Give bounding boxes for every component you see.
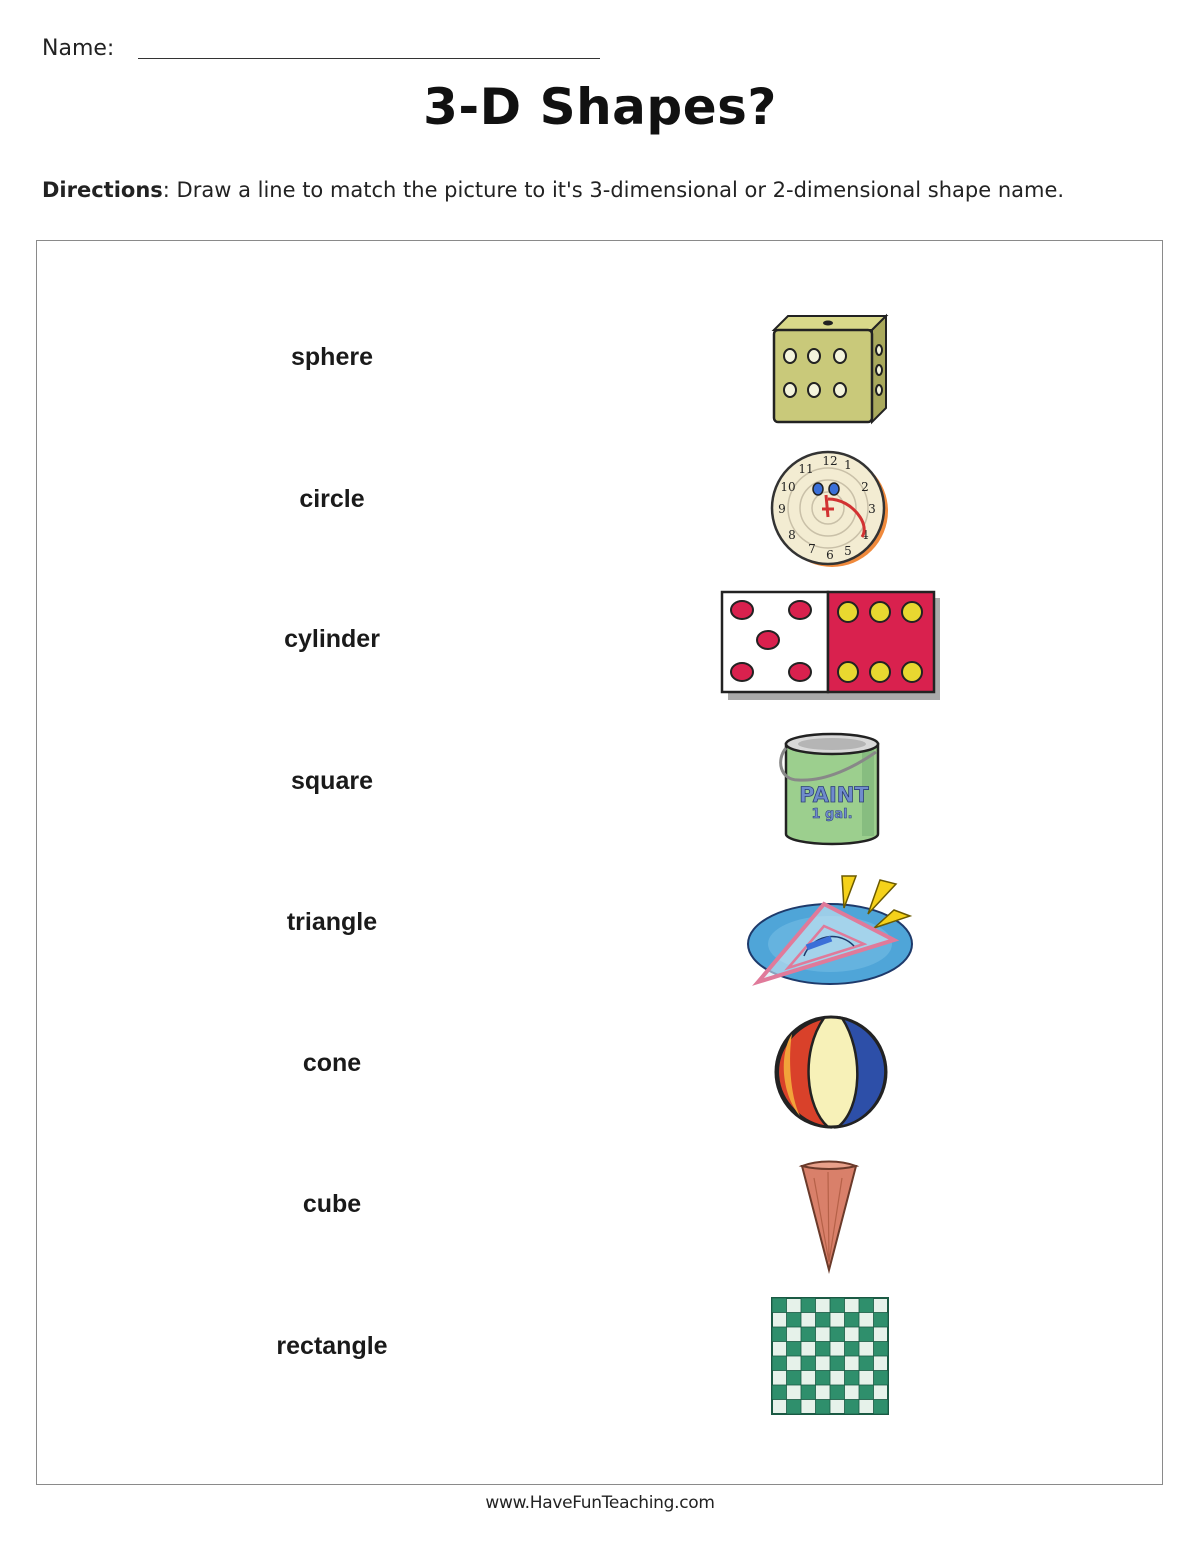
word-cube: cube <box>302 1190 362 1218</box>
name-label: Name: <box>42 36 115 61</box>
directions-label: Directions <box>42 178 163 202</box>
svg-text:5: 5 <box>844 544 852 558</box>
svg-text:3: 3 <box>868 502 876 516</box>
name-write-line[interactable] <box>138 58 600 59</box>
worksheet-title: 3-D Shapes? <box>423 78 777 136</box>
svg-text:11: 11 <box>798 462 814 476</box>
domino-rectangle-picture <box>718 588 944 704</box>
word-triangle: triangle <box>286 908 378 936</box>
drafting-triangle-picture <box>744 870 916 990</box>
svg-text:8: 8 <box>788 528 796 542</box>
paint-can-cylinder-picture <box>776 730 888 852</box>
dice-cube-picture <box>768 310 892 428</box>
svg-text:9: 9 <box>778 502 786 516</box>
svg-text:12: 12 <box>822 454 838 468</box>
checkerboard-square-picture <box>770 1296 890 1416</box>
word-sphere: sphere <box>291 343 373 371</box>
clock-circle-picture <box>768 447 892 571</box>
svg-text:2: 2 <box>861 480 869 494</box>
svg-text:1: 1 <box>844 458 852 472</box>
ice-cream-cone-picture <box>798 1158 860 1274</box>
directions-text: : Draw a line to match the picture to it's 3-dimensional or 2-dimensional shape name. <box>162 178 1065 202</box>
svg-text:10: 10 <box>780 480 796 494</box>
beach-ball-sphere-picture <box>772 1012 890 1132</box>
word-cone: cone <box>302 1049 362 1077</box>
footer-url: www.HaveFunTeaching.com <box>485 1493 715 1513</box>
paint-size-text: 1 gal. <box>811 807 853 822</box>
paint-label-text: PAINT <box>799 783 869 807</box>
word-circle: circle <box>299 485 365 513</box>
svg-text:4: 4 <box>861 528 869 542</box>
word-rectangle: rectangle <box>276 1332 388 1360</box>
directions <box>42 178 1172 202</box>
matching-panel <box>36 240 1163 1485</box>
svg-text:7: 7 <box>808 542 816 556</box>
svg-text:6: 6 <box>826 548 834 562</box>
word-cylinder: cylinder <box>284 625 380 653</box>
name-row <box>42 34 602 64</box>
word-square: square <box>291 767 373 795</box>
